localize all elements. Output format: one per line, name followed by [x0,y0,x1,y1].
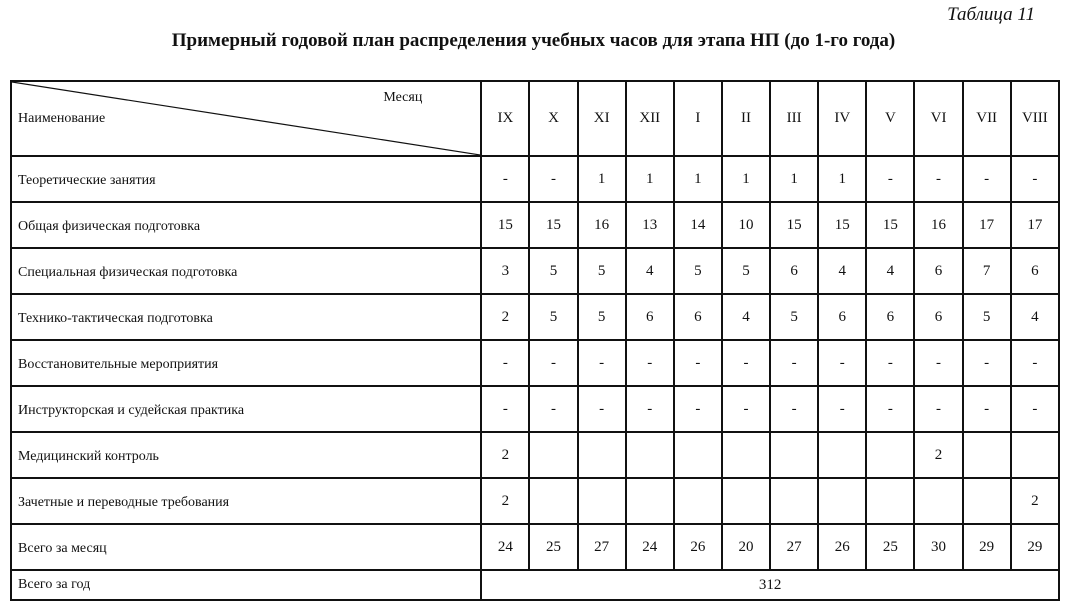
name-axis-label: Наименование [18,111,106,126]
month-header-cell: III [770,81,818,156]
hours-cell: 1 [722,156,770,202]
year-total-label: Всего за год [11,570,481,600]
hours-cell: 2 [914,432,962,478]
hours-cell: - [529,386,577,432]
hours-cell: - [963,386,1011,432]
hours-cell [818,478,866,524]
hours-cell: 6 [914,248,962,294]
hours-cell: 6 [866,294,914,340]
month-header-cell: V [866,81,914,156]
hours-cell: 5 [529,248,577,294]
year-total-row [11,570,1059,600]
hours-cell [1011,432,1059,478]
hours-cell: - [1011,340,1059,386]
table-row [11,248,1059,294]
table-row [11,340,1059,386]
hours-cell: 1 [674,156,722,202]
hours-cell: 25 [529,524,577,570]
training-plan-table [10,80,1060,601]
year-total-value: 312 [481,570,1059,600]
header-corner-cell [11,81,481,156]
hours-cell: 4 [626,248,674,294]
hours-cell: - [914,340,962,386]
table-row [11,478,1059,524]
hours-cell: - [818,340,866,386]
hours-cell: - [914,386,962,432]
hours-cell: 1 [818,156,866,202]
hours-cell: 29 [963,524,1011,570]
hours-cell: 16 [578,202,626,248]
hours-cell [722,478,770,524]
hours-cell: - [674,386,722,432]
hours-cell: - [674,340,722,386]
hours-cell: 15 [529,202,577,248]
hours-cell: 5 [578,248,626,294]
hours-cell [963,432,1011,478]
table-row [11,156,1059,202]
month-header-cell: VII [963,81,1011,156]
hours-cell: 1 [626,156,674,202]
table-row [11,432,1059,478]
row-name-cell: Общая физическая подготовка [11,202,481,248]
row-name-cell: Технико-тактическая подготовка [11,294,481,340]
month-header-cell: VIII [1011,81,1059,156]
month-header-cell: XII [626,81,674,156]
hours-cell [674,432,722,478]
table-row [11,386,1059,432]
hours-cell [529,432,577,478]
hours-cell: - [963,156,1011,202]
hours-cell: 15 [770,202,818,248]
hours-cell: - [626,340,674,386]
row-name-cell: Зачетные и переводные требования [11,478,481,524]
hours-cell [578,478,626,524]
hours-cell: 30 [914,524,962,570]
hours-cell: 25 [866,524,914,570]
hours-cell: - [722,386,770,432]
hours-cell: 4 [722,294,770,340]
hours-cell [866,432,914,478]
hours-cell: - [866,340,914,386]
hours-cell: 6 [674,294,722,340]
hours-cell: 2 [481,478,529,524]
month-header-cell: I [674,81,722,156]
table-row [11,294,1059,340]
hours-cell: 24 [481,524,529,570]
hours-cell: 24 [626,524,674,570]
document-title: Примерный годовой план распределения учебных часов для этапа НП (до 1-го года) [171,30,896,51]
hours-cell: 15 [818,202,866,248]
hours-cell: 5 [529,294,577,340]
month-header-cell: XI [578,81,626,156]
hours-cell: 15 [481,202,529,248]
hours-cell: 13 [626,202,674,248]
hours-cell: 17 [963,202,1011,248]
hours-cell [963,478,1011,524]
hours-cell [770,432,818,478]
row-name-cell: Специальная физическая подготовка [11,248,481,294]
hours-cell: 27 [578,524,626,570]
hours-cell: 15 [866,202,914,248]
hours-cell: 10 [722,202,770,248]
hours-cell: 6 [914,294,962,340]
hours-cell: - [578,340,626,386]
hours-cell: - [1011,156,1059,202]
hours-cell: 5 [722,248,770,294]
hours-cell: - [626,386,674,432]
hours-cell: 26 [674,524,722,570]
hours-cell: - [770,340,818,386]
hours-cell: - [866,156,914,202]
hours-cell: - [866,386,914,432]
hours-cell: - [529,340,577,386]
hours-cell [722,432,770,478]
hours-cell: 29 [1011,524,1059,570]
hours-cell: - [722,340,770,386]
hours-cell: - [914,156,962,202]
hours-cell: 16 [914,202,962,248]
hours-cell: 6 [818,294,866,340]
hours-cell: 2 [481,432,529,478]
hours-cell: 5 [578,294,626,340]
hours-cell: 20 [722,524,770,570]
hours-cell [770,478,818,524]
hours-cell: 4 [818,248,866,294]
hours-cell: 5 [770,294,818,340]
table-row [11,202,1059,248]
header-row [11,81,1059,156]
hours-cell [674,478,722,524]
hours-cell: 5 [674,248,722,294]
month-header-cell: IV [818,81,866,156]
hours-cell: - [770,386,818,432]
hours-cell: 26 [818,524,866,570]
hours-cell [578,432,626,478]
hours-cell [529,478,577,524]
row-name-cell: Всего за месяц [11,524,481,570]
row-name-cell: Инструкторская и судейская практика [11,386,481,432]
hours-cell: - [481,156,529,202]
hours-cell: 1 [770,156,818,202]
month-header-cell: IX [481,81,529,156]
row-name-cell: Восстановительные мероприятия [11,340,481,386]
month-header-cell: X [529,81,577,156]
hours-cell: 4 [866,248,914,294]
hours-cell: 3 [481,248,529,294]
month-axis-label: Месяц [383,90,423,105]
hours-cell: - [578,386,626,432]
hours-cell [626,432,674,478]
hours-cell: 2 [1011,478,1059,524]
hours-cell [914,478,962,524]
hours-cell: - [529,156,577,202]
hours-cell: - [1011,386,1059,432]
month-header-cell: VI [914,81,962,156]
hours-cell: - [481,340,529,386]
hours-cell: 6 [1011,248,1059,294]
hours-cell: - [481,386,529,432]
hours-cell: 6 [770,248,818,294]
table-caption: Таблица 11 [947,4,1035,25]
hours-cell [818,432,866,478]
row-name-cell: Медицинский контроль [11,432,481,478]
hours-cell: 1 [578,156,626,202]
hours-cell: 14 [674,202,722,248]
hours-cell: 5 [963,294,1011,340]
hours-cell [626,478,674,524]
hours-cell: - [963,340,1011,386]
hours-cell: - [818,386,866,432]
hours-cell: 6 [626,294,674,340]
hours-cell: 27 [770,524,818,570]
hours-cell [866,478,914,524]
hours-cell: 4 [1011,294,1059,340]
month-header-cell: II [722,81,770,156]
table-row [11,524,1059,570]
hours-cell: 2 [481,294,529,340]
row-name-cell: Теоретические занятия [11,156,481,202]
hours-cell: 7 [963,248,1011,294]
hours-cell: 17 [1011,202,1059,248]
